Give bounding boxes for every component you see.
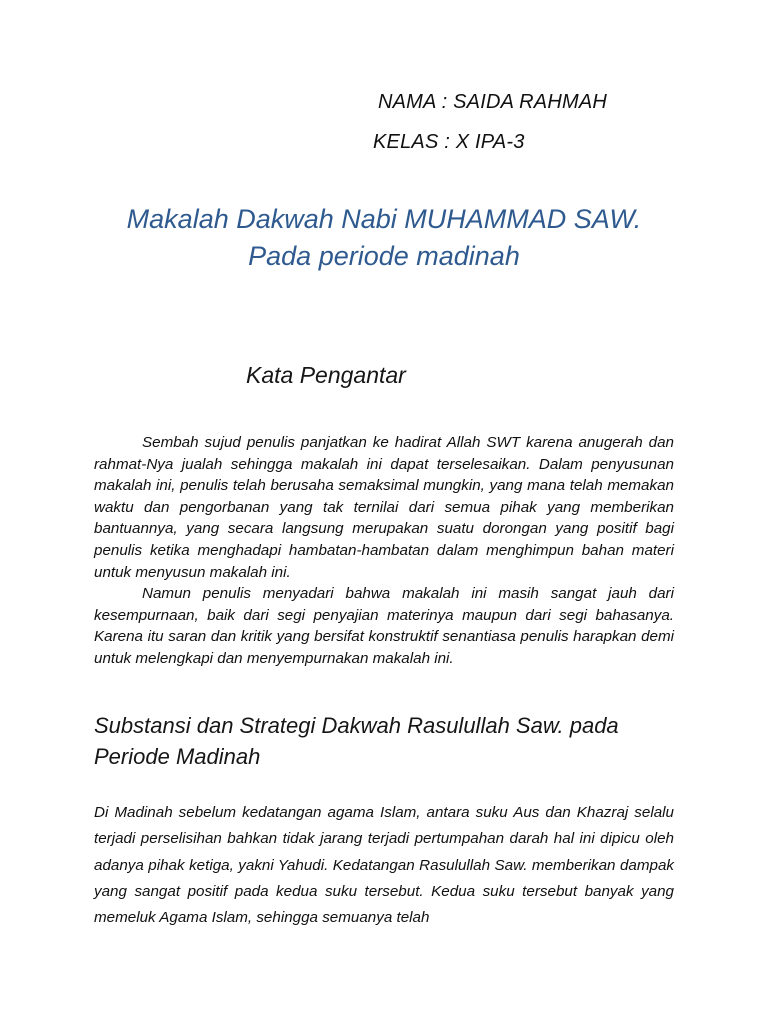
document-title-line-1: Makalah Dakwah Nabi MUHAMMAD SAW.: [126, 204, 642, 234]
foreword-heading: Kata Pengantar: [246, 362, 406, 388]
document-title-line-2: Pada periode madinah: [248, 241, 520, 271]
student-class: KELAS : X IPA-3: [373, 131, 525, 153]
foreword-paragraph-2: Namun penulis menyadari bahwa makalah ini masih sangat jauh dari kesempurnaan, baik dari segi penyajian materinya maupun dari segi bahasanya. Karena itu saran dan kritik yang bersifat konstruktif senantiasa penulis harapkan demi untuk melengkapi dan menyempurnakan makalah ini.: [94, 585, 674, 667]
foreword-paragraph-1: Sembah sujud penulis panjatkan ke hadirat Allah SWT karena anugerah dan rahmat-Nya jualah sehingga makalah ini dapat terselesaikan. Dalam penyusunan makalah ini, penulis telah berusaha semaksimal mungkin, yang mana telah memakan waktu dan pengorbanan yang tak ternilai dari semua pihak yang memberikan bantuannya, yang secara langsung merupakan suatu dorongan yang positif bagi penulis ketika menghadapi hambatan-hambatan dalam menghimpun bahan materi untuk menyusun makalah ini.: [94, 434, 674, 581]
section-heading-line-1: Substansi dan Strategi Dakwah Rasulullah Saw. pada: [94, 713, 619, 738]
section-paragraph: Di Madinah sebelum kedatangan agama Islam, antara suku Aus dan Khazraj selalu terjadi perselisihan bahkan tidak jarang terjadi pertumpahan darah hal ini dipicu oleh adanya pihak ketiga, yakni Yahudi. Kedatangan Rasulullah Saw. memberikan dampak yang sangat positif pada kedua suku tersebut. Kedua suku tersebut banyak yang memeluk Agama Islam, sehingga semuanya telah: [94, 804, 674, 927]
section-heading-line-2: Periode Madinah: [94, 744, 261, 769]
section-body: [94, 800, 674, 931]
foreword-body: [94, 432, 674, 670]
student-name: NAMA : SAIDA RAHMAH: [378, 91, 608, 113]
